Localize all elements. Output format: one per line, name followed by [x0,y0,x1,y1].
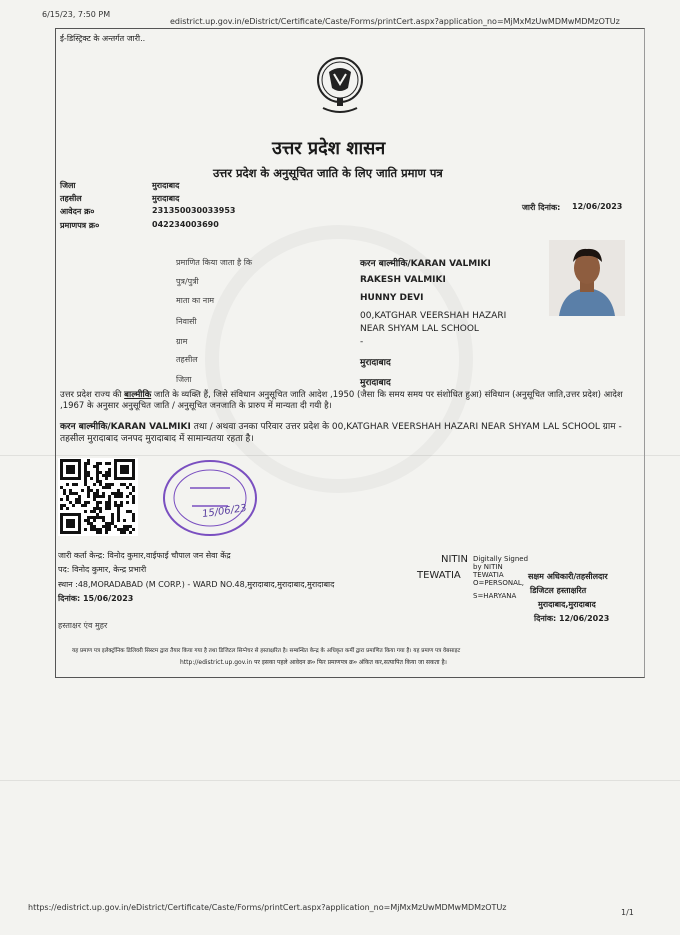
meta-label: आवेदन क्र० [60,207,95,216]
issuer-date: दिनांक: 15/06/2023 [58,594,134,603]
print-url-top[interactable]: edistrict.up.gov.in/eDistrict/Certificate/Caste/Forms/printCert.aspx?application_no=MjMxMzUwMDMwMDMzOTUz [170,17,620,26]
field-value-village: - [360,337,364,347]
stamp-seal-icon [160,458,260,538]
field-label-parent: पुत्र/पुत्री [176,277,199,286]
meta-value-application-no: 231350030033953 [152,206,236,215]
sig-detail: by NITIN [473,563,503,571]
applicant-name: करन बाल्मीकि/KARAN VALMIKI [60,422,191,432]
meta-label: तहसील [60,194,82,203]
field-value-address-2: NEAR SHYAM LAL SCHOOL [360,324,479,334]
meta-value-certificate-no: 042234003690 [152,220,219,229]
meta-label: जिला [60,181,76,190]
officer-place: मुरादाबाद,मुरादाबाद [538,600,596,609]
qr-code [58,458,138,536]
field-value-address-1: 00,KATGHAR VEERSHAH HAZARI [360,311,507,321]
sig-detail: Digitally Signed [473,555,529,563]
person-photo-icon [549,240,625,316]
signer-name-1: NITIN [441,554,468,565]
officer-title: सक्षम अधिकारी/तहसीलदार [528,572,608,581]
stamp-handwritten-date: 15/06/23 [201,502,248,521]
field-label-certified: प्रमाणित किया जाता है कि [176,258,253,267]
field-label-residence: निवासी [176,317,197,326]
paragraph-text: तथा / अथवा उनका परिवार उत्तर प्रदेश के 00,KATGHAR VEERSHAH HAZARI NEAR SHYAM LAL SCHOOL ग्राम - तहसील मुरादाबाद जनपद मुरादाबाद में सामान्यतया रहता है। [60,422,622,444]
print-url-bottom[interactable]: https://edistrict.up.gov.in/eDistrict/Certificate/Caste/Forms/printCert.aspx?application_no=MjMxMzUwMDMwMDMzOTUz [28,903,507,912]
residence-paragraph [60,421,635,445]
paragraph-text: उत्तर प्रदेश राज्य की [60,390,125,400]
sig-detail: TEWATIA [473,571,504,579]
seal-note: हस्ताक्षर एंव मुहर [58,621,108,630]
issue-date-label: जारी दिनांक: [522,203,561,212]
qr-code-icon [58,458,138,536]
meta-label: प्रमाणपत्र क्र० [60,221,100,230]
edistrict-note: ई-डिस्ट्रिक्ट के अन्तर्गत जारी.. [60,34,146,43]
field-label-mother: माता का नाम [176,296,215,305]
sig-detail: O=PERSONAL, [473,579,524,587]
officer-signed: डिजिटल हस्ताक्षरित [530,586,587,595]
print-datetime: 6/15/23, 7:50 PM [42,10,111,19]
paragraph-text: जाति के व्यक्ति हैं, जिसे संविधान अनुसूचित जाति आदेश ,1950 (जैसा कि समय समय पर संशोधित हुआ) संविधान (अनुसूचित जाति,उत्तर प्रदेश) आदेश ,1967 के अनुसार अनुसूचित जाति / अनुसूचित जनजाति के प्रारुप में मान्यता दी गयी है। [60,390,623,411]
print-page-count: 1/1 [621,908,634,917]
officer-date: दिनांक: 12/06/2023 [534,614,610,623]
issuer-place: स्थान :48,MORADABAD (M CORP.) - WARD NO.48,मुरादाबाद,मुरादाबाद,मुरादाबाद [58,580,335,589]
field-value-district: मुरादाबाद [360,378,391,388]
footer-disclaimer-2: http://edistrict.up.gov.in पर इसका पहले आवेदन क्र० फिर प्रमाणपत्र क्र० अंकित कर,सत्यापित किया जा सकता है। [180,659,447,666]
field-label-village: ग्राम [176,337,188,346]
digital-signature-details [473,555,528,600]
up-emblem-icon [315,52,365,120]
issue-date: 12/06/2023 [572,202,623,211]
field-value-father: RAKESH VALMIKI [360,275,446,285]
certificate-title: उत्तर प्रदेश शासन [272,138,386,159]
field-value-mother: HUNNY DEVI [360,293,424,303]
paper-fold [0,780,680,781]
applicant-photo [549,240,625,316]
certification-paragraph [60,390,635,412]
field-label-tehsil: तहसील [176,355,198,364]
caste-name: बाल्मीकि [124,390,152,400]
field-value-tehsil: मुरादाबाद [360,358,391,368]
issuer-role: पद: विनोद कुमार, केन्द्र प्रभारी [58,565,147,574]
meta-value-district: मुरादाबाद [152,181,180,190]
field-label-district: जिला [176,375,192,384]
footer-disclaimer-1: यह प्रमाण पत्र इलेक्ट्रॉनिक डिलिवरी सिस्टम द्वारा तैयार किया गया है तथा डिजिटल सिग्नेचर से हस्ताक्षरित है। सम्बन्धित केन्द्र के अधिकृत कर्मी द्वारा प्रमाणित किया गया है। यह प्रमाण पत्र वेबसाइट [72,648,461,654]
issuer-center: जारी कर्ता केन्द्र: विनोद कुमार,वाईफाई चौपाल जन सेवा केंद्र [58,551,231,560]
signer-name-2: TEWATIA [417,570,461,581]
center-stamp [160,458,260,538]
meta-value-tehsil: मुरादाबाद [152,194,180,203]
field-value-name: करन बाल्मीकि/KARAN VALMIKI [360,259,491,269]
sig-detail: S=HARYANA [473,592,517,600]
certificate-subtitle: उत्तर प्रदेश के अनुसूचित जाति के लिए जाति प्रमाण पत्र [213,166,443,180]
